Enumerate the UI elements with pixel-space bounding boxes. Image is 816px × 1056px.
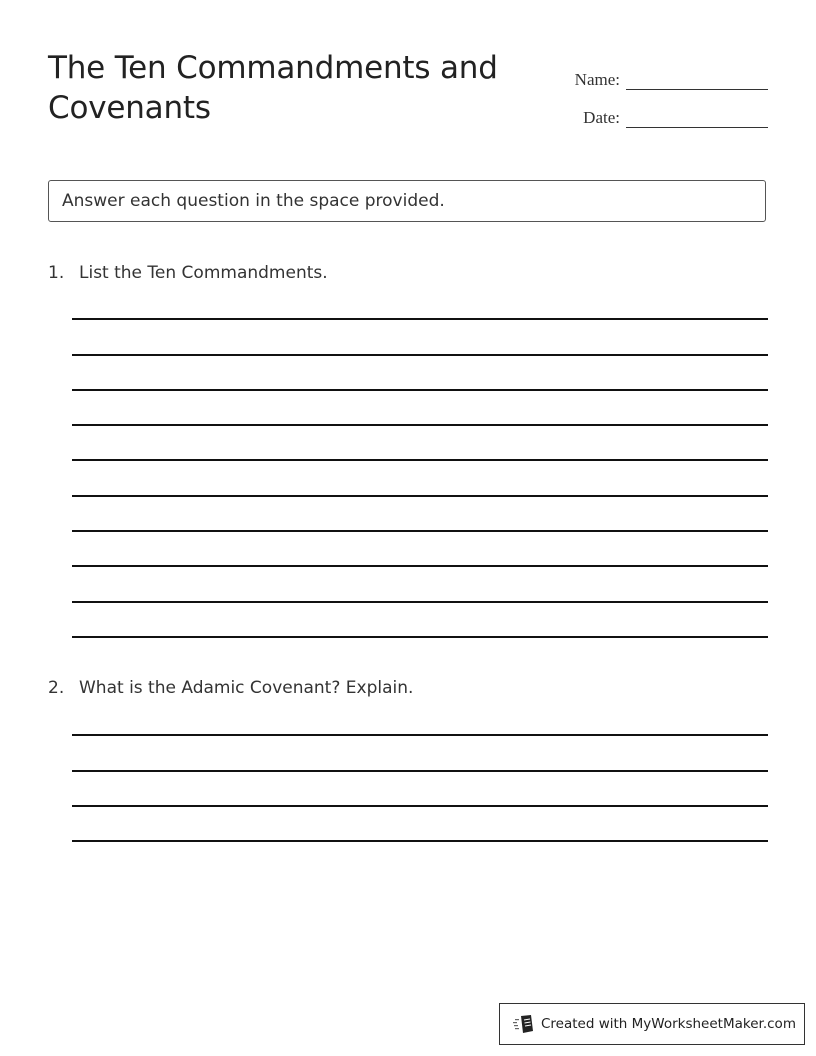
date-label: Date: — [583, 108, 620, 127]
answer-line[interactable] — [72, 426, 768, 461]
answer-area-2[interactable] — [72, 701, 768, 842]
answer-line[interactable] — [72, 567, 768, 602]
question-1 — [48, 263, 328, 283]
question-text: List the Ten Commandments. — [79, 263, 328, 283]
question-number: 1. — [48, 263, 65, 283]
answer-area-1[interactable] — [72, 285, 768, 638]
answer-line[interactable] — [72, 391, 768, 426]
date-field[interactable] — [626, 105, 768, 128]
question-text: What is the Adamic Covenant? Explain. — [79, 678, 414, 698]
footer-text: Created with MyWorksheetMaker.com — [541, 1016, 796, 1032]
answer-line[interactable] — [72, 701, 768, 736]
answer-line[interactable] — [72, 461, 768, 496]
answer-line[interactable] — [72, 320, 768, 355]
answer-line[interactable] — [72, 736, 768, 771]
name-label: Name: — [574, 70, 620, 89]
answer-line[interactable] — [72, 807, 768, 842]
answer-line[interactable] — [72, 532, 768, 567]
student-info — [575, 52, 768, 128]
answer-line[interactable] — [72, 356, 768, 391]
footer-badge[interactable] — [499, 1003, 805, 1045]
name-field[interactable] — [626, 67, 768, 90]
date-row — [575, 90, 768, 128]
answer-line[interactable] — [72, 603, 768, 638]
question-number: 2. — [48, 678, 65, 698]
question-2 — [48, 678, 413, 698]
answer-line[interactable] — [72, 497, 768, 532]
name-row — [575, 52, 768, 90]
worksheet-title: The Ten Commandments and Covenants — [48, 50, 498, 126]
answer-line[interactable] — [72, 285, 768, 320]
answer-line[interactable] — [72, 772, 768, 807]
instructions-box: Answer each question in the space provided. — [48, 180, 766, 222]
worksheet-maker-logo-icon — [513, 1014, 535, 1034]
